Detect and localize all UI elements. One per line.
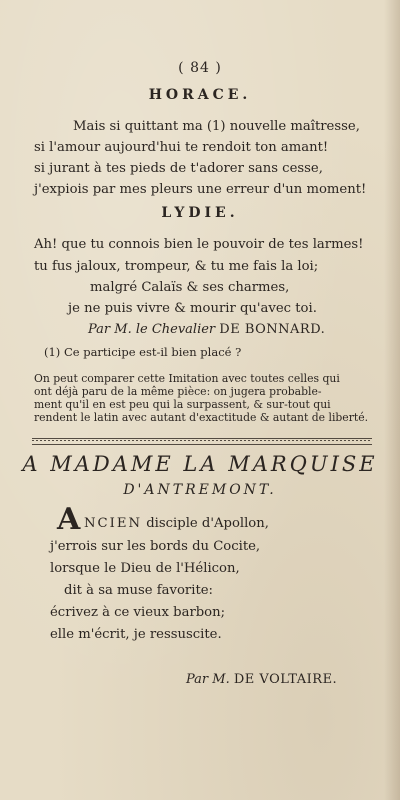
poem-first-line — [84, 516, 269, 531]
poem-verse-line: j'errois sur les bords du Cocite, — [50, 539, 261, 554]
lydie-verse-line: je ne puis vivre & mourir qu'avec toi. — [68, 301, 317, 316]
horace-verse-line: si l'amour aujourd'hui te rendoit ton amant! — [34, 140, 329, 155]
poem-title: A MADAME LA MARQUISE — [22, 452, 378, 476]
lydie-verse-line: Ah! que tu connois bien le pouvoir de tes larmes! — [34, 237, 364, 252]
poem-verse-line: lorsque le Dieu de l'Hélicon, — [50, 561, 240, 576]
first-line-rest: disciple d'Apollon, — [146, 516, 269, 531]
ornamental-rule — [32, 438, 372, 445]
lydie-verse-line: malgré Calaïs & ses charmes, — [90, 280, 290, 295]
first-line-caps: NCIEN — [84, 516, 143, 531]
horace-verse-line: j'expiois par mes pleurs une erreur d'un moment! — [34, 182, 367, 197]
comment-line: ont déjà paru de la même pièce: on jugera probable- — [34, 385, 322, 398]
horace-verse-line: Mais si quittant ma (1) nouvelle maîtresse, — [73, 119, 360, 134]
author-byline — [88, 322, 325, 337]
footnote: (1) Ce participe est-il bien placé ? — [44, 345, 242, 359]
drop-cap: A — [57, 502, 81, 537]
horace-verse-line: si jurant à tes pieds de t'adorer sans cesse, — [34, 161, 323, 176]
poem-subtitle: D'ANTREMONT. — [123, 482, 277, 498]
byline-prefix: Par M. — [186, 672, 230, 687]
comment-line: On peut comparer cette Imitation avec toutes celles qui — [34, 372, 340, 385]
comment-line: rendent le latin avec autant d'exactitude & autant de liberté. — [34, 411, 369, 424]
speaker-horace: HORACE. — [148, 87, 252, 103]
lydie-verse-line: tu fus jaloux, trompeur, & tu me fais la loi; — [34, 259, 319, 274]
poem-verse-line: dit à sa muse favorite: — [64, 583, 213, 598]
poem-verse-line: elle m'écrit, je ressuscite. — [50, 627, 222, 642]
author-byline — [186, 672, 337, 687]
byline-author: DE BONNARD. — [219, 322, 326, 337]
speaker-lydie: LYDIE. — [161, 205, 239, 221]
poem-verse-line: écrivez à ce vieux barbon; — [50, 605, 226, 620]
page-number: ( 84 ) — [178, 60, 222, 76]
comment-line: ment qu'il en est peu qui la surpassent, & sur-tout qui — [34, 398, 331, 411]
byline-author: DE VOLTAIRE. — [233, 672, 338, 687]
byline-prefix: Par M. le Chevalier — [88, 322, 216, 337]
